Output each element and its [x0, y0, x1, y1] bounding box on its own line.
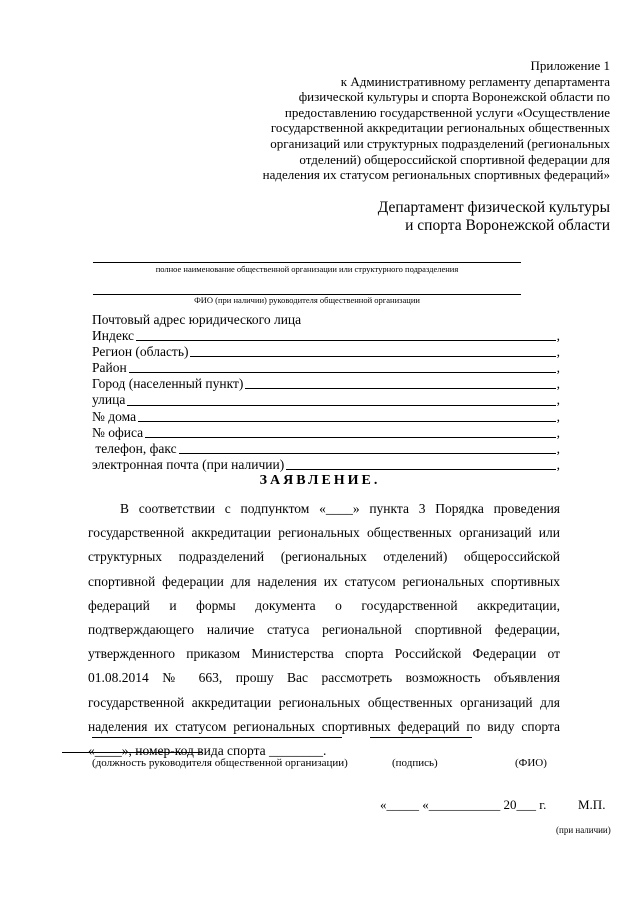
field-office: [92, 425, 560, 441]
field-label: телефон, факс: [92, 440, 177, 456]
position-sub-line[interactable]: [62, 752, 202, 753]
department-line-2: и спорта Воронежской области: [405, 217, 610, 234]
field-comma: ,: [556, 360, 560, 376]
field-comma: ,: [556, 424, 560, 440]
signature-caption: (подпись): [392, 757, 438, 769]
appendix-line: физической культуры и спорта Воронежской области по: [298, 89, 610, 105]
appendix-line: к Административному регламенту департамента: [340, 73, 610, 89]
date-field[interactable]: «_____ «___________ 20___ г.: [380, 797, 547, 812]
appendix-line: предоставлению государственной услуги «Осуществление: [284, 104, 610, 120]
field-label: Индекс: [92, 328, 135, 344]
field-input-line[interactable]: [286, 469, 555, 470]
field-index: [92, 328, 560, 344]
field-comma: ,: [556, 392, 560, 408]
department-line-1: Департамент физической культуры: [377, 199, 610, 216]
position-line[interactable]: [92, 737, 342, 738]
appendix-line: Приложение 1: [530, 58, 610, 73]
field-email: [92, 457, 560, 473]
field-region: [92, 344, 560, 360]
statement-paragraph: В соответствии с подпунктом «____» пункта 3 Порядка проведения государственной аккредитации региональных общественных организаций или структурных подразделений (региональных отделений) общероссийской спортивной федерации для наделения их статусом региональных спортивных федераций и формы документа о государственной аккредитации, подтверждающего наличие статуса региональной спортивной федерации, утвержденного приказом Министерства спорта Российской Федерации от 01.08.2014 № 663, прошу Вас рассмотреть возможность объявления государственной аккредитации региональных общественных организаций для наделения их статусом региональных спортивных федераций по виду спорта «____», номер-код вида спорта ________.: [88, 501, 560, 759]
field-input-line[interactable]: [179, 453, 556, 454]
field-comma: ,: [556, 328, 560, 344]
field-input-line[interactable]: [190, 356, 555, 357]
field-input-line[interactable]: [129, 372, 556, 373]
field-house: [92, 409, 560, 425]
field-comma: ,: [556, 440, 560, 456]
field-phone-fax: [92, 441, 560, 457]
field-label: Город (населенный пункт): [92, 376, 244, 392]
field-input-line[interactable]: [136, 340, 556, 341]
appendix-line: наделения их статусом региональных спортивных федераций»: [262, 167, 610, 183]
field-district: [92, 360, 560, 376]
field-street: [92, 392, 560, 408]
head-fio-caption: ФИО (при наличии) руководителя общественной организации: [194, 295, 420, 305]
statement-body: [88, 497, 560, 763]
appendix-line: государственной аккредитации региональных общественных: [270, 120, 610, 136]
field-label: улица: [92, 392, 126, 408]
position-caption: (должность руководителя общественной организации): [92, 757, 348, 769]
postal-address-header: Почтовый адрес юридического лица: [92, 312, 302, 327]
field-label: Регион (область): [92, 344, 189, 360]
signature-line[interactable]: [370, 737, 472, 738]
field-comma: ,: [556, 456, 560, 472]
statement-title: ЗАЯВЛЕНИЕ.: [259, 473, 381, 488]
field-comma: ,: [556, 344, 560, 360]
fio-caption: (ФИО): [515, 757, 547, 769]
field-city: [92, 376, 560, 392]
org-name-line[interactable]: [93, 262, 521, 263]
field-label: № офиса: [92, 424, 144, 440]
appendix-line: организаций или структурных подразделений (региональных: [270, 135, 610, 151]
field-input-line[interactable]: [127, 405, 555, 406]
appendix-line: отделений) общероссийской спортивной федерации для: [299, 151, 610, 167]
field-input-line[interactable]: [145, 437, 555, 438]
field-label: Район: [92, 360, 127, 376]
field-comma: ,: [556, 408, 560, 424]
org-name-caption: полное наименование общественной организации или структурного подразделения: [155, 264, 459, 274]
field-comma: ,: [556, 376, 560, 392]
appendix-header: [210, 58, 610, 183]
postal-address-block: [92, 312, 560, 473]
field-input-line[interactable]: [138, 421, 556, 422]
stamp-label: М.П.: [578, 797, 606, 812]
field-input-line[interactable]: [245, 388, 555, 389]
stamp-note: (при наличии): [556, 825, 611, 835]
field-label: электронная почта (при наличии): [92, 456, 285, 472]
addressee-department: [310, 199, 610, 235]
field-label: № дома: [92, 408, 137, 424]
